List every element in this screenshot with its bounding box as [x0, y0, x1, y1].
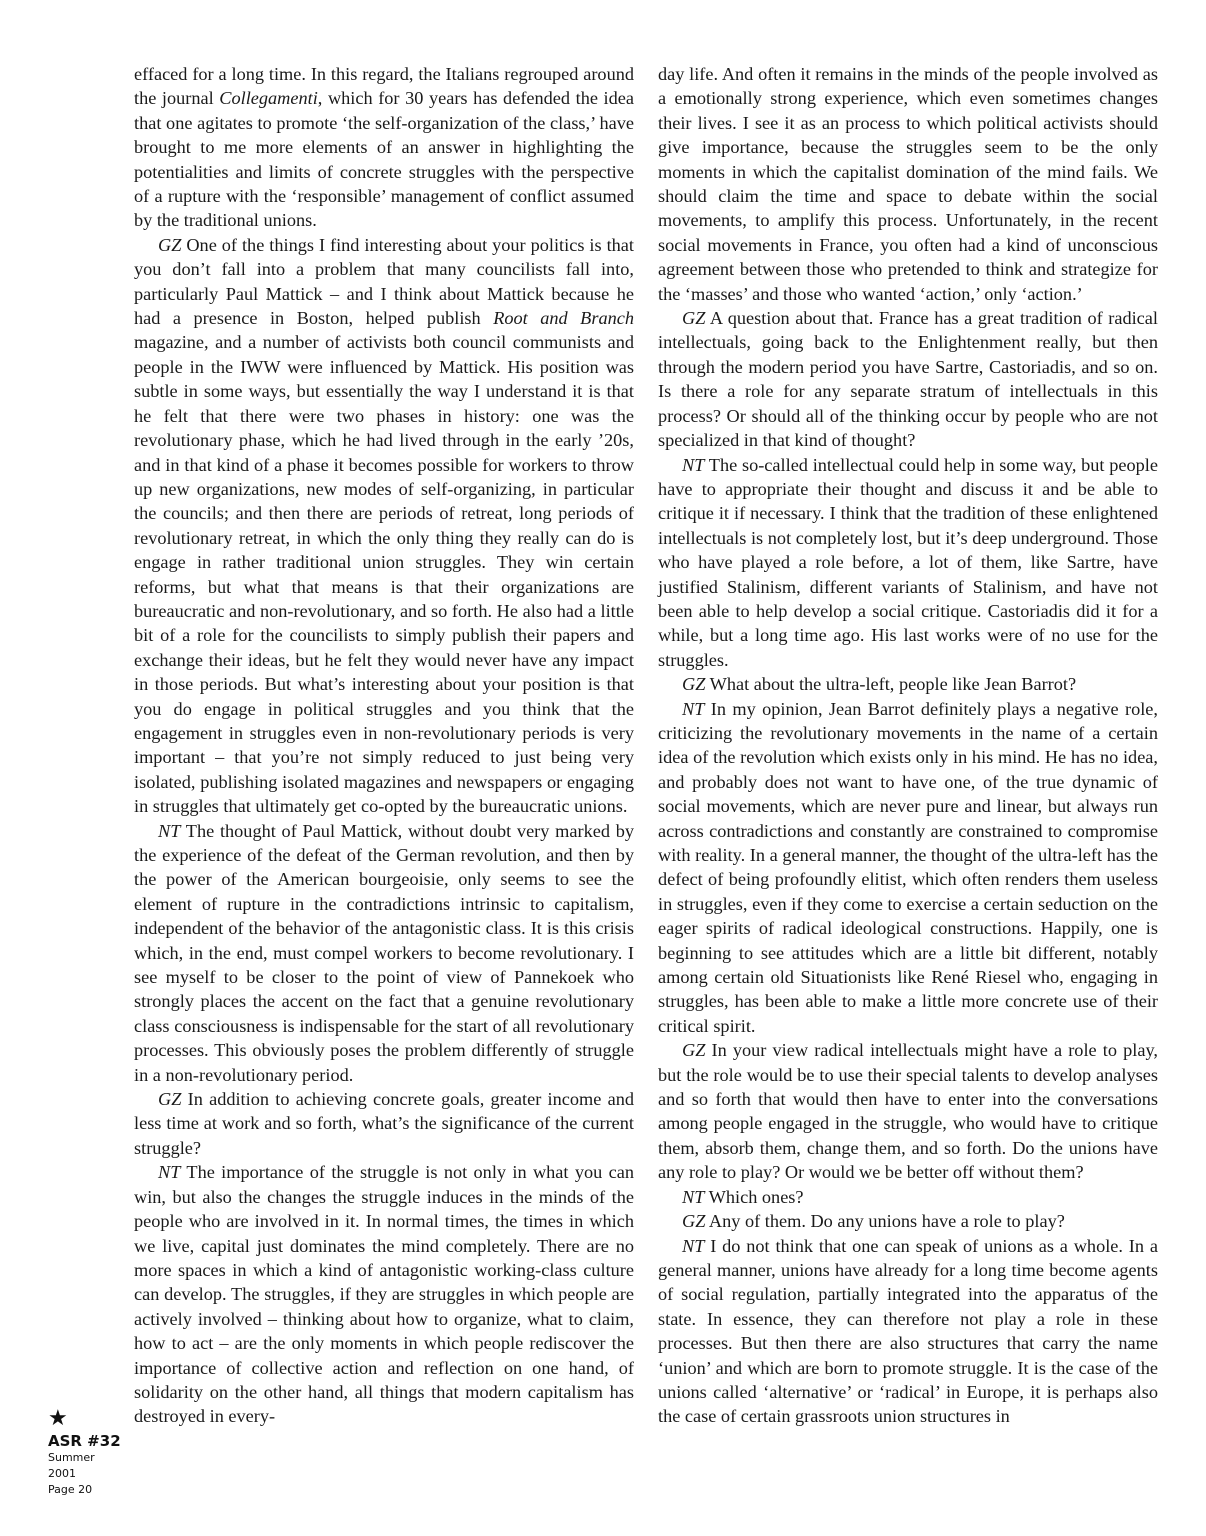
paragraph: NT The thought of Paul Mattick, without doubt very marked by the experience of the defeat of the German revolution, and then by the power of the American bourgeoisie, only seems to see the element of rupture in the contradictions intrinsic to capitalism, independent of the behavior of the antagonistic class. It is this crisis which, in the end, must compel workers to become revolutionary. I see myself to be closer to the point of view of Pannekoek who strongly places the accent on the fact that a genuine revolutionary class consciousness is indispensable for the start of all revolutionary processes. This obviously poses the problem differently of struggle in a non-revolutionary period.: [134, 820, 634, 1085]
paragraph: GZ A question about that. France has a great tradition of radical intellectuals, going back to the Enlightenment really, but then through the modern period you have Sartre, Castoriadis, and so on. Is there a role for any separate stratum of intellectuals in this process? Or should all of the thinking occur by people who are not specialized in that kind of thought?: [658, 308, 1158, 451]
speaker-label: GZ: [682, 674, 706, 695]
paragraph: GZ One of the things I find interesting about your politics is that you don’t fall into a problem that many councilists fall into, particularly Paul Mattick – and I think about Mattick because he had a presence in Boston, helped publish Root and Branch magazine, and a number of activists both council communists and people in the IWW were influenced by Mattick. His position was subtle in some ways, but essentially the way I understand it is that he felt that there were two phases in history: one was the revolutionary phase, which he had lived through in the early ’20s, and in that kind of a phase it becomes possible for workers to throw up new organizations, new modes of self-organizing, in particular the councils; and then there are periods of retreat, long periods of revolutionary retreat, in which the only thing they really can do is engage in rather traditional union struggles. They win certain reforms, but what that means is that their organizations are bureaucratic and non-revolutionary, and so forth. He also had a little bit of a role for the councilists to simply publish their papers and exchange their ideas, but he felt they would never have any impact in those periods. But what’s interesting about your position is that you do engage in political struggles and you think that the engagement in struggles even in non-revolutionary periods is very important – that you’re not simply reduced to just being very isolated, publishing isolated magazines and newspapers or engaging in struggles that ultimately get co-opted by the bureaucratic unions.: [134, 234, 634, 817]
star-icon: ★: [48, 1406, 68, 1431]
paragraph: NT I do not think that one can speak of unions as a whole. In a general manner, unions have already for a long time become agents of social regulation, partially integrated into the apparatus of the state. In essence, they can therefore not play a role in these processes. But then there are also structures that carry the name ‘union’ and which are born to promote struggle. It is the case of the unions called ‘alternative’ or ‘radical’ in Europe, it is perhaps also the case of certain grassroots union structures in: [658, 1235, 1158, 1427]
page-number: Page 20: [48, 1483, 93, 1496]
speaker-label: GZ: [158, 234, 182, 255]
season: Summer: [48, 1451, 95, 1464]
speaker-label: NT: [682, 1235, 705, 1256]
speaker-label: NT: [682, 454, 705, 475]
speaker-label: NT: [682, 698, 705, 719]
speaker-label: GZ: [158, 1089, 182, 1110]
paragraph: NT The importance of the struggle is not only in what you can win, but also the changes the struggle induces in the minds of the people who are involved in it. In normal times, the times in which we live, capital just dominates the mind completely. There are no more spaces in which a kind of antagonistic working-class culture can develop. The struggles, if they are struggles in which people are actively involved – thinking about how to organize, what to claim, how to act – are the only moments in which people rediscover the importance of collective action and reflection on one hand, of solidarity on the other hand, all things that modern capitalism has destroyed in every-: [134, 1162, 634, 1427]
right-column: [658, 62, 1158, 1429]
paragraph: NT The so-called intellectual could help in some way, but people have to appropriate their thought and discuss it and be able to critique it if necessary. I think that the tradition of these enlightened intellectuals is not completely lost, but it’s deep underground. Those who have played a role before, a lot of them, like Sartre, have justified Stalinism, different variants of Stalinism, and have not been able to help develop a social critique. Castoriadis did it for a while, but a long time ago. His last works were of no use for the struggles.: [658, 454, 1158, 670]
left-column: [134, 62, 634, 1429]
speaker-label: GZ: [682, 1040, 706, 1061]
paragraph: GZ What about the ultra-left, people like Jean Barrot?: [682, 674, 1077, 695]
paragraph: NT Which ones?: [682, 1186, 804, 1207]
speaker-label: NT: [158, 820, 181, 841]
paragraph: effaced for a long time. In this regard, the Italians regrouped around the journal Collegamenti, which for 30 years has defended the idea that one agitates to promote ‘the self-organization of the class,’ have brought to me more elements of an answer in highlighting the potentialities and limits of concrete struggles with the perspective of a rupture with the ‘responsible’ management of conflict assumed by the traditional unions.: [134, 64, 634, 231]
speaker-label: NT: [682, 1186, 705, 1207]
paragraph: day life. And often it remains in the minds of the people involved as a emotionally strong experience, which even sometimes changes their lives. I see it as an process to which political activists should give importance, because the struggles seem to be the only moments in which the capitalist domination of the mind fails. We should claim the time and space to debate within the social movements, to amplify this process. Unfortunately, in the recent social movements in France, you often had a kind of unconscious agreement between those who pretended to think and strategize for the ‘masses’ and those who wanted ‘action,’ only ‘action.’: [658, 64, 1158, 304]
paragraph: GZ In your view radical intellectuals might have a role to play, but the role would be to use their special talents to develop analyses and so forth that would then have to enter into the conversations among people engaged in the struggle, who would have to critique them, absorb them, change them, and so forth. Do the unions have any role to play? Or would we be better off without them?: [658, 1040, 1158, 1183]
year: 2001: [48, 1467, 76, 1480]
speaker-label: GZ: [682, 308, 706, 329]
paragraph: NT In my opinion, Jean Barrot definitely plays a negative role, criticizing the revolutionary movements in the name of a certain idea of the revolution which exists only in his mind. He has no idea, and probably does not want to have one, of the true dynamic of social movements, which are never pure and linear, but always run across contradictions and constantly are constrained to compromise with reality. In a general manner, the thought of the ultra-left has the defect of being profoundly elitist, which often renders them useless in struggles, even if they come to exercise a certain seduction on the eager spirits of radical ideological constructions. Happily, one is beginning to see attitudes which are a little bit different, notably among certain old Situationists like René Riesel who, engaging in struggles, has been able to make a little more concrete use of their critical spirit.: [658, 698, 1158, 1036]
paragraph: GZ In addition to achieving concrete goals, greater income and less time at work and so forth, what’s the significance of the current struggle?: [134, 1089, 634, 1158]
speaker-label: NT: [158, 1162, 181, 1183]
issue-number: ASR #32: [48, 1432, 121, 1450]
page-footer: [48, 1408, 128, 1498]
paragraph: GZ Any of them. Do any unions have a role to play?: [682, 1211, 1065, 1232]
speaker-label: GZ: [682, 1211, 706, 1232]
